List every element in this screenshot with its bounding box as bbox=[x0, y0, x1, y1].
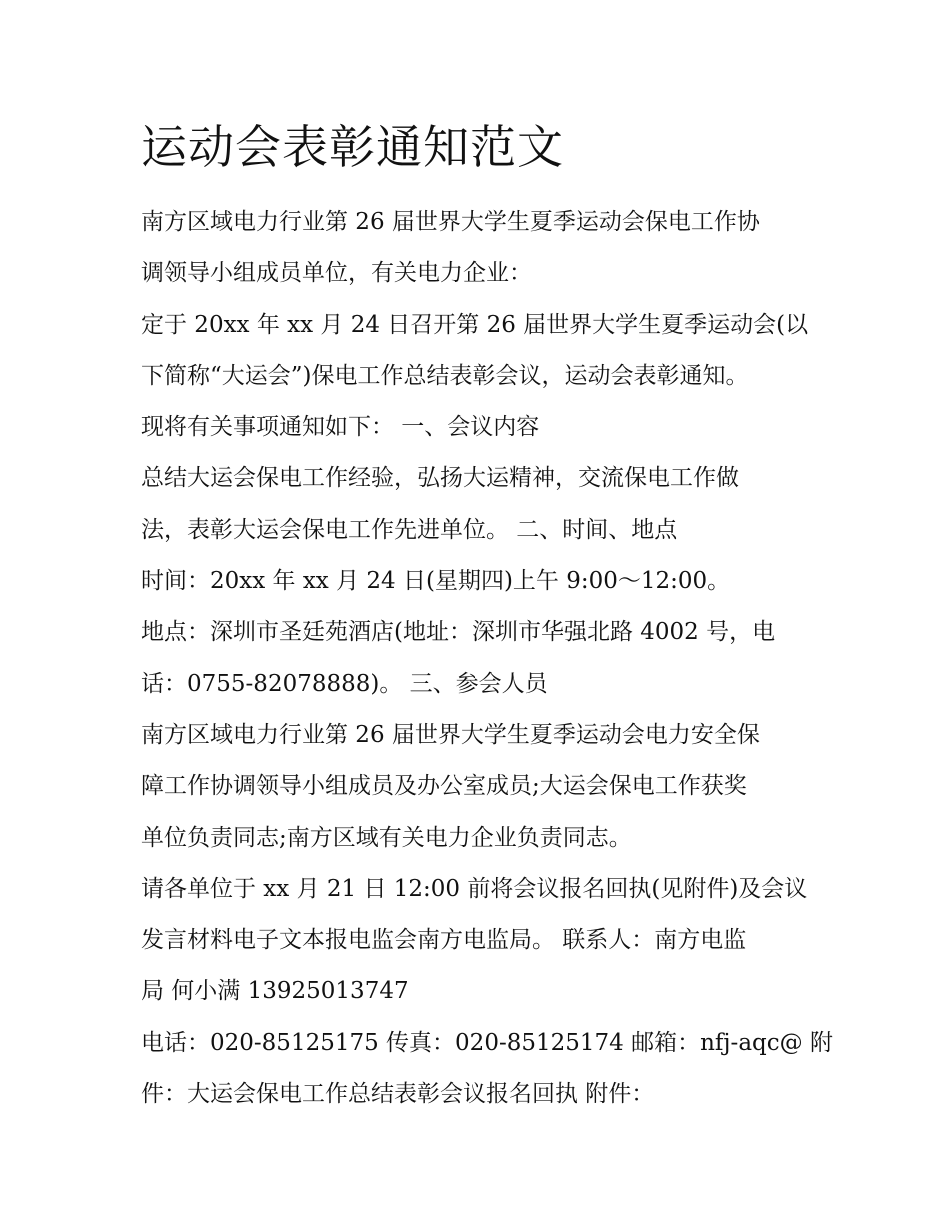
body-line: 件：大运会保电工作总结表彰会议报名回执 附件： bbox=[141, 1081, 655, 1108]
body-line: 南方区域电力行业第 26 届世界大学生夏季运动会电力安全保 bbox=[141, 721, 760, 748]
body-line: 请各单位于 xx 月 21 日 12:00 前将会议报名回执(见附件)及会议 bbox=[141, 875, 808, 902]
body-line: 发言材料电子文本报电监会南方电监局。 联系人：南方电监 bbox=[141, 927, 747, 954]
body-line: 时间：20xx 年 xx 月 24 日(星期四)上午 9:00～12:00。 bbox=[141, 568, 731, 595]
body-line: 单位负责同志;南方区域有关电力企业负责同志。 bbox=[141, 824, 632, 851]
body-line: 下简称“大运会”)保电工作总结表彰会议，运动会表彰通知。 bbox=[141, 362, 749, 389]
body-line: 南方区域电力行业第 26 届世界大学生夏季运动会保电工作协 bbox=[141, 209, 760, 235]
body-line: 现将有关事项通知如下： 一、会议内容 bbox=[141, 414, 540, 441]
body-line: 法，表彰大运会保电工作先进单位。 二、时间、地点 bbox=[141, 516, 678, 543]
body-line: 调领导小组成员单位，有关电力企业： bbox=[141, 260, 532, 287]
body-line: 电话：020-85125175 传真：020-85125174 邮箱：nfj-aqc@ 附 bbox=[141, 1029, 833, 1056]
body-line: 地点：深圳市圣廷苑酒店(地址：深圳市华强北路 4002 号，电 bbox=[141, 619, 776, 646]
body-line: 总结大运会保电工作经验，弘扬大运精神，交流保电工作做 bbox=[141, 465, 739, 492]
body-line: 局 何小满 13925013747 bbox=[141, 978, 409, 1005]
document-title: 运动会表彰通知范文 bbox=[141, 120, 564, 174]
body-line: 话：0755-82078888)。 三、参会人员 bbox=[141, 670, 548, 697]
body-line: 障工作协调领导小组成员及办公室成员;大运会保电工作获奖 bbox=[141, 773, 747, 800]
body-line: 定于 20xx 年 xx 月 24 日召开第 26 届世界大学生夏季运动会(以 bbox=[141, 311, 809, 338]
document-body bbox=[141, 200, 833, 1123]
